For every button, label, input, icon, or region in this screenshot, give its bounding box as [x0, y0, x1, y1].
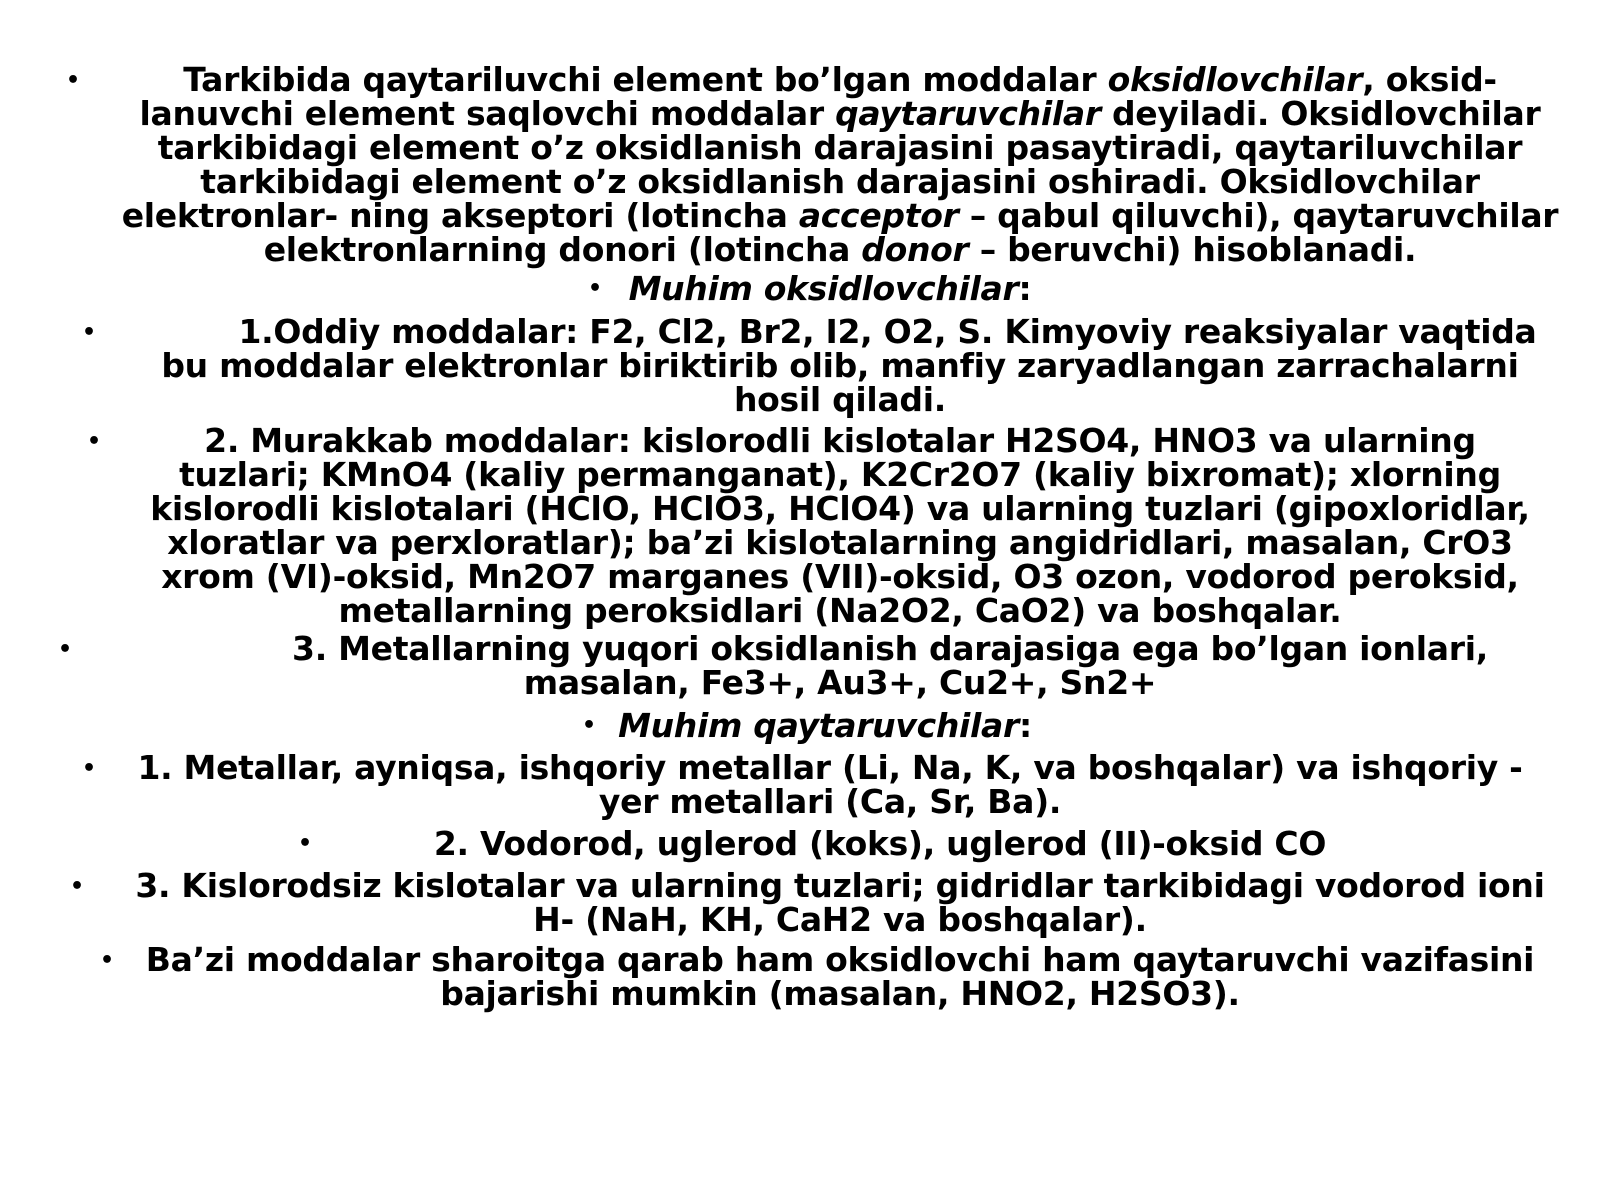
- italic-term: donor: [861, 230, 969, 269]
- bullet: •: [70, 874, 85, 899]
- paragraph-text: 3. Metallarning yuqori oksidlanish darajasiga ega bo’lgan ionlari, masalan, Fe3+, Au3+, Cu2+, Sn2+: [292, 629, 1488, 702]
- paragraph-metals: [130, 748, 1530, 821]
- bullet: •: [100, 948, 115, 973]
- paragraph-dual-role: [140, 940, 1540, 1013]
- bullet: •: [58, 637, 73, 662]
- paragraph-hydrogen-carbon: [400, 824, 1360, 863]
- paragraph-text: Ba’zi moddalar sharoitga qarab ham oksidlovchi ham qaytaruvchi vazifasini bajarishi mumkin (masalan, HNO2, H2SO3).: [145, 940, 1535, 1013]
- paragraph-text: 2. Vodorod, uglerod (koks), uglerod (II)-oksid CO: [433, 824, 1327, 863]
- paragraph-complex-substances: [140, 421, 1540, 630]
- text-segment: – beruvchi) hisoblanadi.: [968, 230, 1417, 269]
- paragraph-oxygen-free-acids: [115, 866, 1565, 939]
- colon: :: [1018, 269, 1032, 308]
- italic-heading: Muhim qaytaruvchilar: [618, 706, 1020, 745]
- colon: :: [1019, 706, 1032, 745]
- bullet: •: [298, 831, 313, 856]
- text-segment: – qabul qiluvchi), qaytaruvchilar elektronlarning donori (lotincha: [263, 196, 1559, 269]
- italic-heading: Muhim oksidlovchilar: [628, 269, 1019, 308]
- paragraph-oxidizers-definition: [115, 60, 1565, 269]
- italic-term: oksidlovchilar: [1107, 60, 1363, 99]
- heading-important-reducers: [615, 706, 1035, 745]
- paragraph-simple-substances: [140, 312, 1540, 419]
- text-segment: deyiladi. Oksidlovchilar tarkibidagi element o’z oksidlanish darajasini pasaytiradi, qaytariluvchilar tarkibidagi element o’z oksidlanish darajasini oshiradi. Oksidlovchilar elektronlar- ning akseptori (lotincha: [121, 94, 1541, 235]
- bullet: •: [82, 320, 97, 345]
- bullet: •: [588, 276, 603, 301]
- paragraph-text: 3. Kislorodsiz kislotalar va ularning tuzlari; gidridlar tarkibidagi vodorod ioni H- (NaH, KH, CaH2 va boshqalar).: [135, 866, 1545, 939]
- text-segment: , oksid-lanuvchi element saqlovchi moddalar: [139, 60, 1497, 133]
- italic-term: qaytaruvchilar: [835, 94, 1101, 133]
- paragraph-metal-ions: [115, 629, 1565, 702]
- italic-term: acceptor: [798, 196, 959, 235]
- paragraph-text: 2. Murakkab moddalar: kislorodli kislotalar H2SO4, HNO3 va ularning tuzlari; KMnO4 (kaliy permanganat), K2Cr2O7 (kaliy bixromat); xlorning kislorodli kislotalari (HClO, HClO3, HClO4) va ularning tuzlari (gipoxloridlar, xloratlar va perxloratlar); ba’zi kislotalarning angidridlari, masalan, CrO3 xrom (VI)-oksid, Mn2O7 marganes (VII)-oksid, O3 ozon, vodorod peroksid, metallarning peroksidlari (Na2O2, CaO2) va boshqalar.: [150, 421, 1530, 630]
- bullet: •: [82, 756, 97, 781]
- bullet: •: [87, 429, 102, 454]
- bullet: •: [66, 68, 81, 93]
- text-segment: Tarkibida qaytariluvchi element bo’lgan moddalar: [183, 60, 1108, 99]
- paragraph-text: 1. Metallar, ayniqsa, ishqoriy metallar (Li, Na, K, va boshqalar) va ishqoriy - yer metallari (Ca, Sr, Ba).: [137, 748, 1523, 821]
- heading-important-oxidizers: [615, 269, 1045, 308]
- bullet: •: [582, 713, 597, 738]
- paragraph-text: 1.Oddiy moddalar: F2, Cl2, Br2, I2, O2, S. Kimyoviy reaksiyalar vaqtida bu moddalar elektronlar biriktirib olib, manfiy zaryadlangan zarrachalarni hosil qiladi.: [161, 312, 1537, 419]
